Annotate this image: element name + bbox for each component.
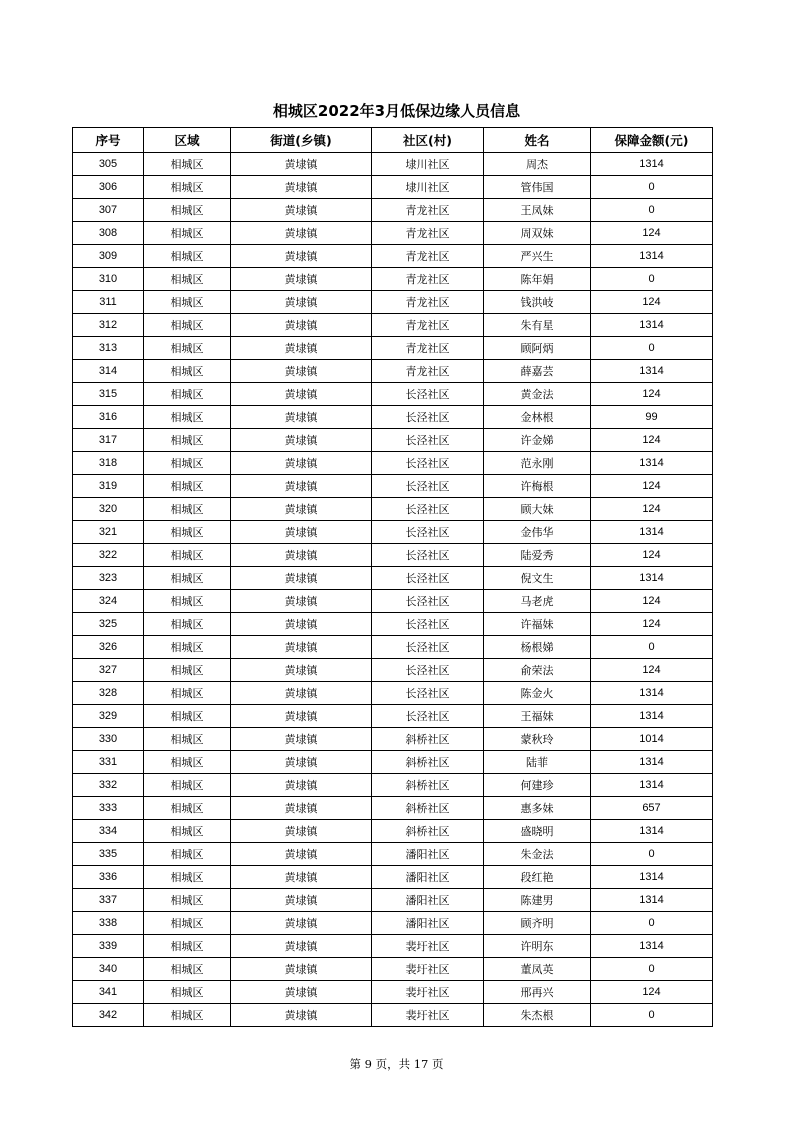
- cell-name: 何建珍: [484, 774, 591, 797]
- cell-community: 长泾社区: [372, 705, 484, 728]
- cell-no: 331: [73, 751, 144, 774]
- cell-name: 蒙秋玲: [484, 728, 591, 751]
- cell-community: 长泾社区: [372, 498, 484, 521]
- cell-street: 黄埭镇: [231, 912, 372, 935]
- cell-no: 317: [73, 429, 144, 452]
- cell-no: 334: [73, 820, 144, 843]
- cell-name: 金伟华: [484, 521, 591, 544]
- cell-no: 328: [73, 682, 144, 705]
- cell-name: 倪文生: [484, 567, 591, 590]
- cell-amount: 1314: [591, 567, 713, 590]
- cell-amount: 124: [591, 429, 713, 452]
- cell-name: 范永刚: [484, 452, 591, 475]
- cell-community: 长泾社区: [372, 383, 484, 406]
- cell-name: 段红艳: [484, 866, 591, 889]
- cell-amount: 1314: [591, 314, 713, 337]
- cell-community: 裴圩社区: [372, 981, 484, 1004]
- header-cell-community: 社区(村): [372, 128, 484, 153]
- cell-street: 黄埭镇: [231, 705, 372, 728]
- cell-community: 长泾社区: [372, 590, 484, 613]
- cell-community: 长泾社区: [372, 521, 484, 544]
- cell-street: 黄埭镇: [231, 797, 372, 820]
- cell-community: 长泾社区: [372, 613, 484, 636]
- cell-district: 相城区: [144, 682, 231, 705]
- cell-district: 相城区: [144, 636, 231, 659]
- cell-community: 青龙社区: [372, 360, 484, 383]
- cell-district: 相城区: [144, 935, 231, 958]
- cell-amount: 124: [591, 590, 713, 613]
- cell-name: 陈建男: [484, 889, 591, 912]
- cell-amount: 0: [591, 268, 713, 291]
- table-header: [73, 128, 713, 153]
- cell-name: 钱洪岐: [484, 291, 591, 314]
- cell-street: 黄埭镇: [231, 222, 372, 245]
- cell-no: 336: [73, 866, 144, 889]
- cell-no: 335: [73, 843, 144, 866]
- cell-amount: 124: [591, 498, 713, 521]
- cell-community: 裴圩社区: [372, 1004, 484, 1027]
- cell-no: 338: [73, 912, 144, 935]
- cell-name: 朱杰根: [484, 1004, 591, 1027]
- cell-street: 黄埭镇: [231, 751, 372, 774]
- cell-no: 312: [73, 314, 144, 337]
- cell-street: 黄埭镇: [231, 176, 372, 199]
- cell-no: 322: [73, 544, 144, 567]
- cell-community: 斜桥社区: [372, 751, 484, 774]
- cell-street: 黄埭镇: [231, 337, 372, 360]
- cell-street: 黄埭镇: [231, 429, 372, 452]
- cell-amount: 124: [591, 544, 713, 567]
- cell-street: 黄埭镇: [231, 452, 372, 475]
- cell-community: 埭川社区: [372, 153, 484, 176]
- cell-street: 黄埭镇: [231, 291, 372, 314]
- cell-street: 黄埭镇: [231, 613, 372, 636]
- cell-amount: 657: [591, 797, 713, 820]
- header-cell-name: 姓名: [484, 128, 591, 153]
- cell-name: 许梅根: [484, 475, 591, 498]
- cell-community: 长泾社区: [372, 452, 484, 475]
- table-row: [73, 245, 713, 268]
- cell-amount: 0: [591, 1004, 713, 1027]
- cell-community: 潘阳社区: [372, 889, 484, 912]
- document-title: 相城区2022年3月低保边缘人员信息: [272, 102, 521, 120]
- cell-district: 相城区: [144, 659, 231, 682]
- cell-no: 315: [73, 383, 144, 406]
- cell-district: 相城区: [144, 981, 231, 1004]
- cell-no: 339: [73, 935, 144, 958]
- cell-district: 相城区: [144, 843, 231, 866]
- cell-street: 黄埭镇: [231, 843, 372, 866]
- cell-community: 裴圩社区: [372, 935, 484, 958]
- cell-street: 黄埭镇: [231, 383, 372, 406]
- table-row: [73, 659, 713, 682]
- cell-district: 相城区: [144, 383, 231, 406]
- cell-no: 321: [73, 521, 144, 544]
- table-row: [73, 199, 713, 222]
- cell-district: 相城区: [144, 245, 231, 268]
- table-row: [73, 613, 713, 636]
- cell-community: 长泾社区: [372, 636, 484, 659]
- cell-name: 顾大妹: [484, 498, 591, 521]
- cell-district: 相城区: [144, 153, 231, 176]
- cell-district: 相城区: [144, 567, 231, 590]
- cell-district: 相城区: [144, 498, 231, 521]
- cell-name: 陈年娟: [484, 268, 591, 291]
- cell-street: 黄埭镇: [231, 153, 372, 176]
- cell-community: 长泾社区: [372, 659, 484, 682]
- table-row: [73, 475, 713, 498]
- cell-name: 严兴生: [484, 245, 591, 268]
- table-row: [73, 222, 713, 245]
- cell-no: 313: [73, 337, 144, 360]
- cell-amount: 124: [591, 659, 713, 682]
- cell-amount: 1314: [591, 820, 713, 843]
- cell-district: 相城区: [144, 751, 231, 774]
- cell-district: 相城区: [144, 613, 231, 636]
- cell-street: 黄埭镇: [231, 314, 372, 337]
- cell-district: 相城区: [144, 337, 231, 360]
- cell-amount: 0: [591, 636, 713, 659]
- cell-street: 黄埭镇: [231, 682, 372, 705]
- cell-name: 王凤妹: [484, 199, 591, 222]
- cell-street: 黄埭镇: [231, 889, 372, 912]
- cell-community: 青龙社区: [372, 268, 484, 291]
- table-row: [73, 774, 713, 797]
- cell-amount: 1314: [591, 153, 713, 176]
- cell-district: 相城区: [144, 429, 231, 452]
- cell-street: 黄埭镇: [231, 475, 372, 498]
- cell-no: 325: [73, 613, 144, 636]
- cell-community: 青龙社区: [372, 199, 484, 222]
- cell-community: 青龙社区: [372, 291, 484, 314]
- cell-street: 黄埭镇: [231, 567, 372, 590]
- cell-community: 潘阳社区: [372, 912, 484, 935]
- cell-street: 黄埭镇: [231, 636, 372, 659]
- cell-name: 俞荣法: [484, 659, 591, 682]
- roster-table: [72, 127, 713, 1027]
- table-row: [73, 176, 713, 199]
- cell-community: 斜桥社区: [372, 774, 484, 797]
- cell-street: 黄埭镇: [231, 406, 372, 429]
- cell-no: 324: [73, 590, 144, 613]
- cell-no: 309: [73, 245, 144, 268]
- table-row: [73, 820, 713, 843]
- cell-no: 316: [73, 406, 144, 429]
- table-row: [73, 314, 713, 337]
- table-row: [73, 958, 713, 981]
- cell-district: 相城区: [144, 544, 231, 567]
- cell-district: 相城区: [144, 728, 231, 751]
- cell-district: 相城区: [144, 291, 231, 314]
- table-row: [73, 429, 713, 452]
- table-body: [73, 153, 713, 1027]
- header-cell-no: 序号: [73, 128, 144, 153]
- cell-community: 斜桥社区: [372, 797, 484, 820]
- cell-name: 朱有星: [484, 314, 591, 337]
- cell-name: 邢再兴: [484, 981, 591, 1004]
- table-row: [73, 291, 713, 314]
- table-row: [73, 981, 713, 1004]
- cell-name: 黄金法: [484, 383, 591, 406]
- table-row: [73, 360, 713, 383]
- cell-name: 王福妹: [484, 705, 591, 728]
- cell-name: 盛晓明: [484, 820, 591, 843]
- cell-street: 黄埭镇: [231, 935, 372, 958]
- cell-amount: 1314: [591, 682, 713, 705]
- cell-no: 319: [73, 475, 144, 498]
- cell-no: 330: [73, 728, 144, 751]
- cell-community: 长泾社区: [372, 406, 484, 429]
- cell-amount: 1314: [591, 245, 713, 268]
- cell-name: 周杰: [484, 153, 591, 176]
- cell-no: 305: [73, 153, 144, 176]
- cell-community: 青龙社区: [372, 245, 484, 268]
- table-row: [73, 797, 713, 820]
- header-cell-district: 区域: [144, 128, 231, 153]
- cell-name: 杨根娣: [484, 636, 591, 659]
- cell-name: 许金娣: [484, 429, 591, 452]
- cell-district: 相城区: [144, 958, 231, 981]
- cell-name: 陆菲: [484, 751, 591, 774]
- cell-street: 黄埭镇: [231, 728, 372, 751]
- cell-district: 相城区: [144, 176, 231, 199]
- cell-district: 相城区: [144, 1004, 231, 1027]
- cell-community: 潘阳社区: [372, 866, 484, 889]
- cell-amount: 1314: [591, 521, 713, 544]
- cell-no: 341: [73, 981, 144, 1004]
- cell-district: 相城区: [144, 705, 231, 728]
- cell-name: 马老虎: [484, 590, 591, 613]
- cell-name: 薛嘉芸: [484, 360, 591, 383]
- cell-amount: 1314: [591, 360, 713, 383]
- header-row: [73, 128, 713, 153]
- table-row: [73, 843, 713, 866]
- cell-no: 311: [73, 291, 144, 314]
- cell-street: 黄埭镇: [231, 268, 372, 291]
- cell-no: 306: [73, 176, 144, 199]
- table-row: [73, 406, 713, 429]
- cell-name: 许福妹: [484, 613, 591, 636]
- cell-amount: 124: [591, 222, 713, 245]
- cell-amount: 124: [591, 981, 713, 1004]
- cell-street: 黄埭镇: [231, 958, 372, 981]
- table-row: [73, 153, 713, 176]
- cell-name: 陈金火: [484, 682, 591, 705]
- cell-no: 314: [73, 360, 144, 383]
- cell-no: 307: [73, 199, 144, 222]
- cell-community: 潘阳社区: [372, 843, 484, 866]
- cell-street: 黄埭镇: [231, 590, 372, 613]
- cell-street: 黄埭镇: [231, 1004, 372, 1027]
- cell-community: 长泾社区: [372, 475, 484, 498]
- cell-district: 相城区: [144, 912, 231, 935]
- cell-no: 320: [73, 498, 144, 521]
- cell-district: 相城区: [144, 521, 231, 544]
- cell-no: 310: [73, 268, 144, 291]
- table-row: [73, 751, 713, 774]
- cell-no: 340: [73, 958, 144, 981]
- cell-street: 黄埭镇: [231, 820, 372, 843]
- cell-community: 斜桥社区: [372, 728, 484, 751]
- table-row: [73, 935, 713, 958]
- cell-amount: 0: [591, 199, 713, 222]
- cell-community: 青龙社区: [372, 314, 484, 337]
- cell-district: 相城区: [144, 774, 231, 797]
- table-row: [73, 889, 713, 912]
- cell-district: 相城区: [144, 360, 231, 383]
- cell-district: 相城区: [144, 797, 231, 820]
- cell-amount: 124: [591, 475, 713, 498]
- cell-name: 许明东: [484, 935, 591, 958]
- cell-street: 黄埭镇: [231, 981, 372, 1004]
- cell-name: 顾阿炳: [484, 337, 591, 360]
- cell-street: 黄埭镇: [231, 866, 372, 889]
- cell-district: 相城区: [144, 199, 231, 222]
- cell-name: 周双妹: [484, 222, 591, 245]
- cell-street: 黄埭镇: [231, 544, 372, 567]
- cell-district: 相城区: [144, 866, 231, 889]
- cell-name: 管伟国: [484, 176, 591, 199]
- cell-district: 相城区: [144, 820, 231, 843]
- cell-district: 相城区: [144, 889, 231, 912]
- table-row: [73, 567, 713, 590]
- cell-no: 318: [73, 452, 144, 475]
- cell-amount: 1314: [591, 889, 713, 912]
- cell-community: 斜桥社区: [372, 820, 484, 843]
- table-row: [73, 705, 713, 728]
- table-row: [73, 682, 713, 705]
- cell-district: 相城区: [144, 222, 231, 245]
- cell-amount: 1314: [591, 866, 713, 889]
- cell-name: 惠多妹: [484, 797, 591, 820]
- cell-amount: 1314: [591, 452, 713, 475]
- cell-street: 黄埭镇: [231, 774, 372, 797]
- table-row: [73, 728, 713, 751]
- table-row: [73, 498, 713, 521]
- table-row: [73, 1004, 713, 1027]
- cell-name: 朱金法: [484, 843, 591, 866]
- cell-name: 陆爱秀: [484, 544, 591, 567]
- cell-no: 342: [73, 1004, 144, 1027]
- cell-community: 青龙社区: [372, 222, 484, 245]
- header-cell-street: 街道(乡镇): [231, 128, 372, 153]
- cell-name: 董凤英: [484, 958, 591, 981]
- cell-no: 327: [73, 659, 144, 682]
- cell-amount: 0: [591, 912, 713, 935]
- table-row: [73, 866, 713, 889]
- header-cell-amount: 保障金额(元): [591, 128, 713, 153]
- cell-no: 326: [73, 636, 144, 659]
- cell-amount: 0: [591, 958, 713, 981]
- cell-amount: 1314: [591, 935, 713, 958]
- cell-street: 黄埭镇: [231, 521, 372, 544]
- cell-district: 相城区: [144, 452, 231, 475]
- cell-amount: 1314: [591, 774, 713, 797]
- cell-district: 相城区: [144, 590, 231, 613]
- cell-community: 长泾社区: [372, 429, 484, 452]
- table-row: [73, 544, 713, 567]
- table-row: [73, 912, 713, 935]
- table-row: [73, 590, 713, 613]
- table-row: [73, 636, 713, 659]
- cell-district: 相城区: [144, 314, 231, 337]
- cell-street: 黄埭镇: [231, 498, 372, 521]
- table-row: [73, 521, 713, 544]
- cell-district: 相城区: [144, 406, 231, 429]
- cell-amount: 0: [591, 843, 713, 866]
- cell-community: 长泾社区: [372, 682, 484, 705]
- table-row: [73, 452, 713, 475]
- cell-amount: 124: [591, 613, 713, 636]
- cell-no: 337: [73, 889, 144, 912]
- cell-community: 长泾社区: [372, 544, 484, 567]
- cell-no: 308: [73, 222, 144, 245]
- cell-community: 长泾社区: [372, 567, 484, 590]
- cell-name: 顾齐明: [484, 912, 591, 935]
- cell-amount: 1314: [591, 751, 713, 774]
- cell-no: 332: [73, 774, 144, 797]
- cell-street: 黄埭镇: [231, 199, 372, 222]
- cell-amount: 124: [591, 383, 713, 406]
- table-row: [73, 337, 713, 360]
- cell-no: 329: [73, 705, 144, 728]
- cell-community: 裴圩社区: [372, 958, 484, 981]
- cell-name: 金林根: [484, 406, 591, 429]
- cell-street: 黄埭镇: [231, 659, 372, 682]
- table-row: [73, 268, 713, 291]
- cell-amount: 0: [591, 337, 713, 360]
- cell-amount: 99: [591, 406, 713, 429]
- cell-community: 埭川社区: [372, 176, 484, 199]
- table-row: [73, 383, 713, 406]
- cell-district: 相城区: [144, 268, 231, 291]
- page-footer: 第 9 页，共 17 页: [349, 1057, 444, 1071]
- cell-district: 相城区: [144, 475, 231, 498]
- cell-street: 黄埭镇: [231, 245, 372, 268]
- cell-amount: 1314: [591, 705, 713, 728]
- cell-amount: 124: [591, 291, 713, 314]
- cell-amount: 1014: [591, 728, 713, 751]
- cell-street: 黄埭镇: [231, 360, 372, 383]
- cell-no: 333: [73, 797, 144, 820]
- cell-no: 323: [73, 567, 144, 590]
- cell-amount: 0: [591, 176, 713, 199]
- cell-community: 青龙社区: [372, 337, 484, 360]
